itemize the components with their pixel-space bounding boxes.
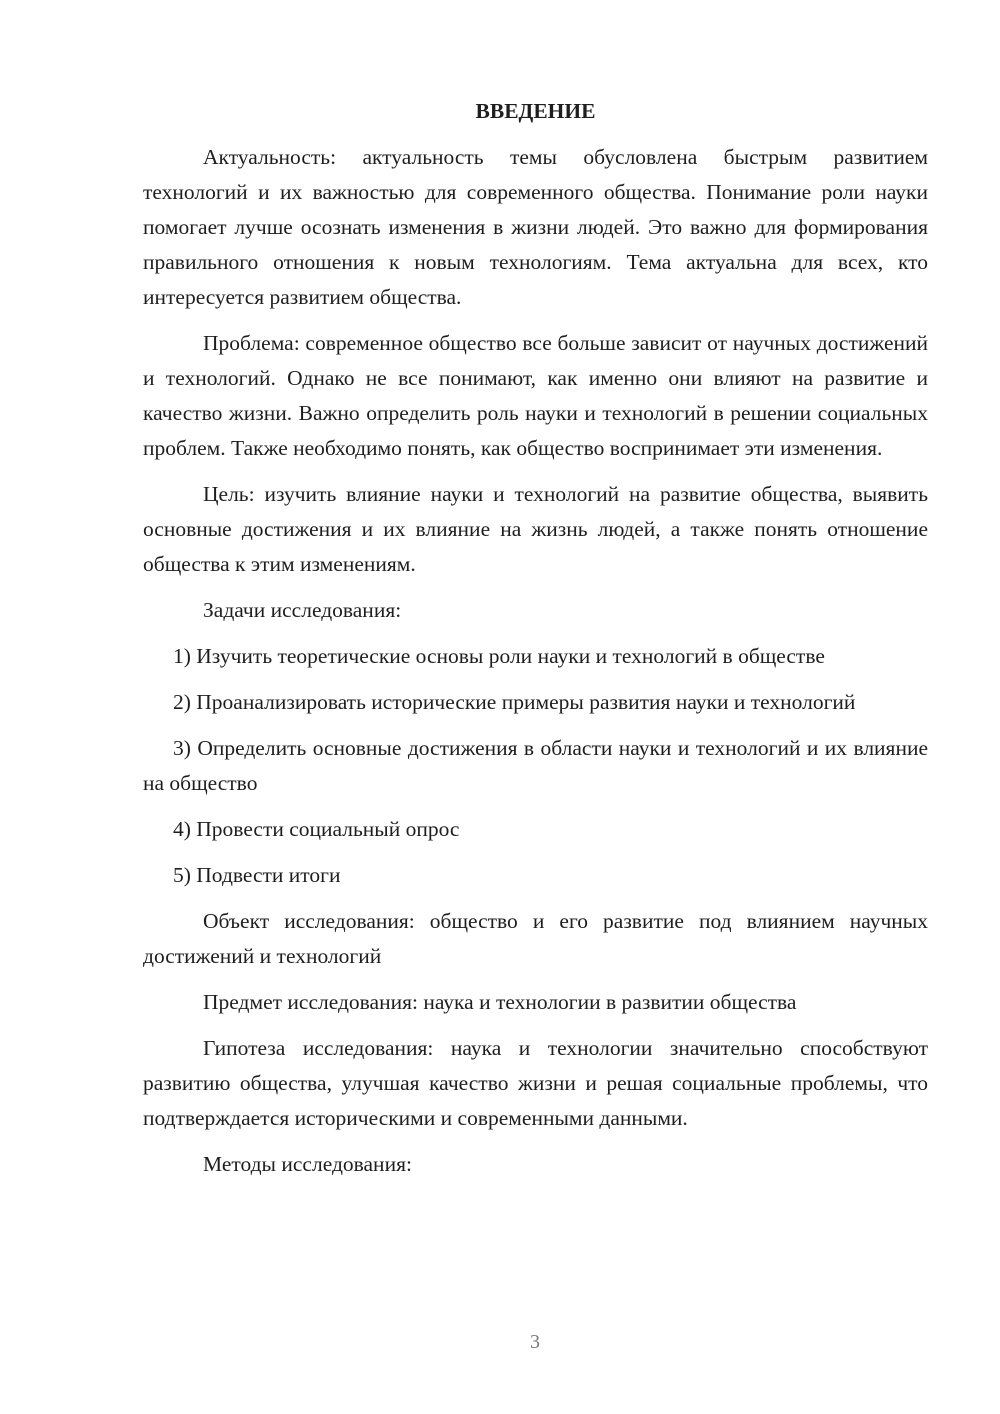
- goal-paragraph: Цель: изучить влияние науки и технологий на развитие общества, выявить основные достижения и их влияние на жизнь людей, а также понять отношение общества к этим изменениям.: [143, 482, 928, 576]
- subject-paragraph: Предмет исследования: наука и технологии в развитии общества: [203, 990, 797, 1014]
- task-item-1: 1) Изучить теоретические основы роли науки и технологий в обществе: [173, 644, 825, 668]
- page-title: ВВЕДЕНИЕ: [475, 99, 596, 123]
- task-item-2: 2) Проанализировать исторические примеры развития науки и технологий: [173, 690, 856, 714]
- problem-paragraph: Проблема: современное общество все больше зависит от научных достижений и технологий. Однако не все понимают, как именно они влияют на развитие и качество жизни. Важно определить роль науки и технологий в решении социальных проблем. Также необходимо понять, как общество воспринимает эти изменения.: [143, 331, 928, 460]
- relevance-paragraph: Актуальность: актуальность темы обусловлена быстрым развитием технологий и их важностью для современного общества. Понимание роли науки помогает лучше осознать изменения в жизни людей. Это важно для формирования правильного отношения к новым технологиям. Тема актуальна для всех, кто интересуется развитием общества.: [143, 145, 928, 309]
- methods-heading: Методы исследования:: [203, 1152, 412, 1176]
- task-item-4: 4) Провести социальный опрос: [173, 817, 460, 841]
- hypothesis-paragraph: Гипотеза исследования: наука и технологии значительно способствуют развитию общества, улучшая качество жизни и решая социальные проблемы, что подтверждается историческими и современными данными.: [143, 1036, 928, 1130]
- object-paragraph: Объект исследования: общество и его развитие под влиянием научных достижений и технологий: [143, 909, 928, 968]
- task-item-5: 5) Подвести итоги: [173, 863, 341, 887]
- page-number: 3: [530, 1331, 540, 1353]
- task-item-3: 3) Определить основные достижения в области науки и технологий и их влияние на общество: [143, 736, 928, 795]
- page-content: [143, 94, 928, 1193]
- tasks-heading: Задачи исследования:: [203, 598, 402, 622]
